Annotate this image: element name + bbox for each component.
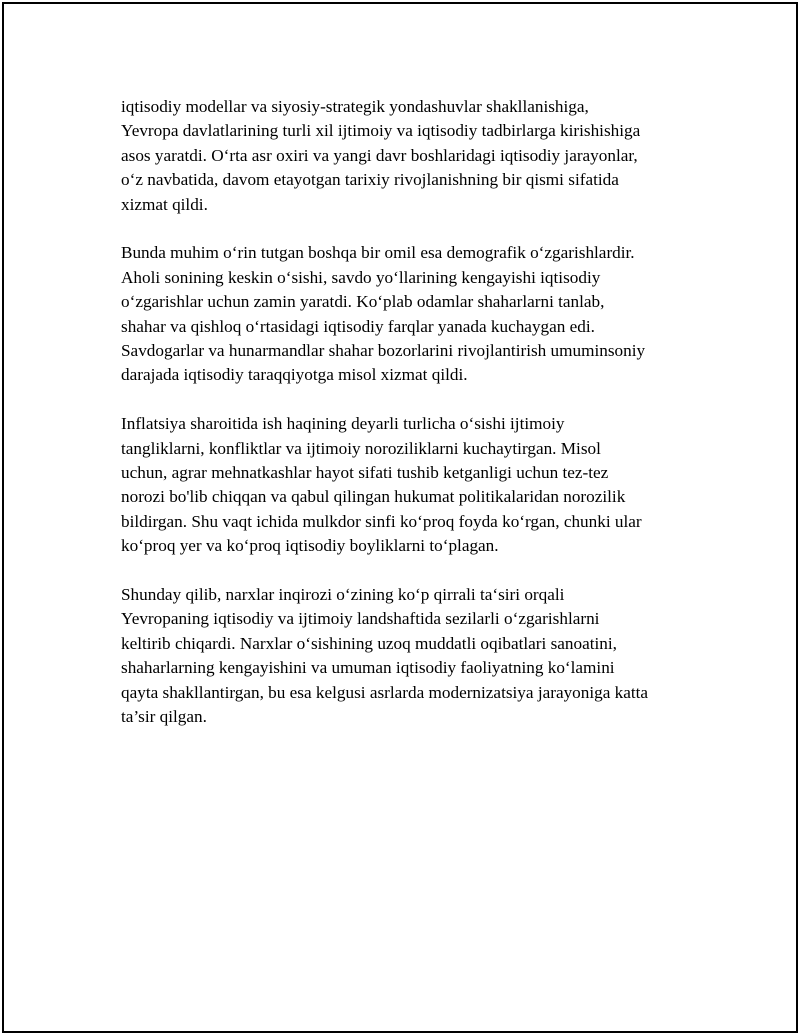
paragraph — [121, 412, 701, 558]
text-line: Aholi sonining keskin o‘sishi, savdo yo‘llarining kengayishi iqtisodiy — [121, 267, 601, 287]
text-line: Shunday qilib, narxlar inqirozi o‘zining ko‘p qirrali ta‘siri orqali — [121, 585, 565, 605]
text-line: tangliklarni, konfliktlar va ijtimoiy noroziliklarni kuchaytirgan. Misol — [121, 438, 601, 458]
text-line: darajada iqtisodiy taraqqiyotga misol xizmat qildi. — [121, 365, 468, 385]
text-line: shahar va qishloq o‘rtasidagi iqtisodiy farqlar yanada kuchaygan edi. — [121, 316, 595, 336]
paragraph — [121, 583, 701, 729]
paragraph — [121, 95, 701, 217]
text-line: norozi bo'lib chiqqan va qabul qilingan hukumat politikalaridan norozilik — [121, 487, 626, 507]
text-line: Inflatsiya sharoitida ish haqining deyarli turlicha o‘sishi ijtimoiy — [121, 414, 565, 434]
text-line: Yevropaning iqtisodiy va ijtimoiy landshaftida sezilarli o‘zgarishlarni — [121, 609, 600, 629]
text-line: qayta shakllantirgan, bu esa kelgusi asrlarda modernizatsiya jarayoniga katta — [121, 682, 649, 702]
text-line: asos yaratdi. O‘rta asr oxiri va yangi davr boshlaridagi iqtisodiy jarayonlar, — [121, 145, 638, 165]
paragraph — [121, 241, 701, 387]
text-line: Yevropa davlatlarining turli xil ijtimoiy va iqtisodiy tadbirlarga kirishishiga — [121, 121, 641, 141]
text-line: o‘z navbatida, davom etayotgan tarixiy rivojlanishning bir qismi sifatida — [121, 170, 619, 190]
text-line: ta’sir qilgan. — [121, 707, 207, 727]
document-body — [121, 95, 701, 754]
text-line: uchun, agrar mehnatkashlar hayot sifati tushib ketganligi uchun tez-tez — [121, 463, 609, 483]
text-line: keltirib chiqardi. Narxlar o‘sishining uzoq muddatli oqibatlari sanoatini, — [121, 633, 617, 653]
text-line: bildirgan. Shu vaqt ichida mulkdor sinfi ko‘proq foyda ko‘rgan, chunki ular — [121, 511, 642, 531]
text-line: iqtisodiy modellar va siyosiy-strategik yondashuvlar shakllanishiga, — [121, 97, 589, 116]
page-frame — [2, 2, 798, 1033]
text-line: Bunda muhim o‘rin tutgan boshqa bir omil esa demografik o‘zgarishlardir. — [121, 243, 635, 263]
text-line: o‘zgarishlar uchun zamin yaratdi. Ko‘plab odamlar shaharlarni tanlab, — [121, 292, 605, 312]
text-line: Savdogarlar va hunarmandlar shahar bozorlarini rivojlantirish umuminsoniy — [121, 341, 646, 361]
text-line: shaharlarning kengayishini va umuman iqtisodiy faoliyatning ko‘lamini — [121, 658, 615, 678]
text-line: xizmat qildi. — [121, 194, 208, 214]
text-line: ko‘proq yer va ko‘proq iqtisodiy boyliklarni to‘plagan. — [121, 536, 499, 556]
